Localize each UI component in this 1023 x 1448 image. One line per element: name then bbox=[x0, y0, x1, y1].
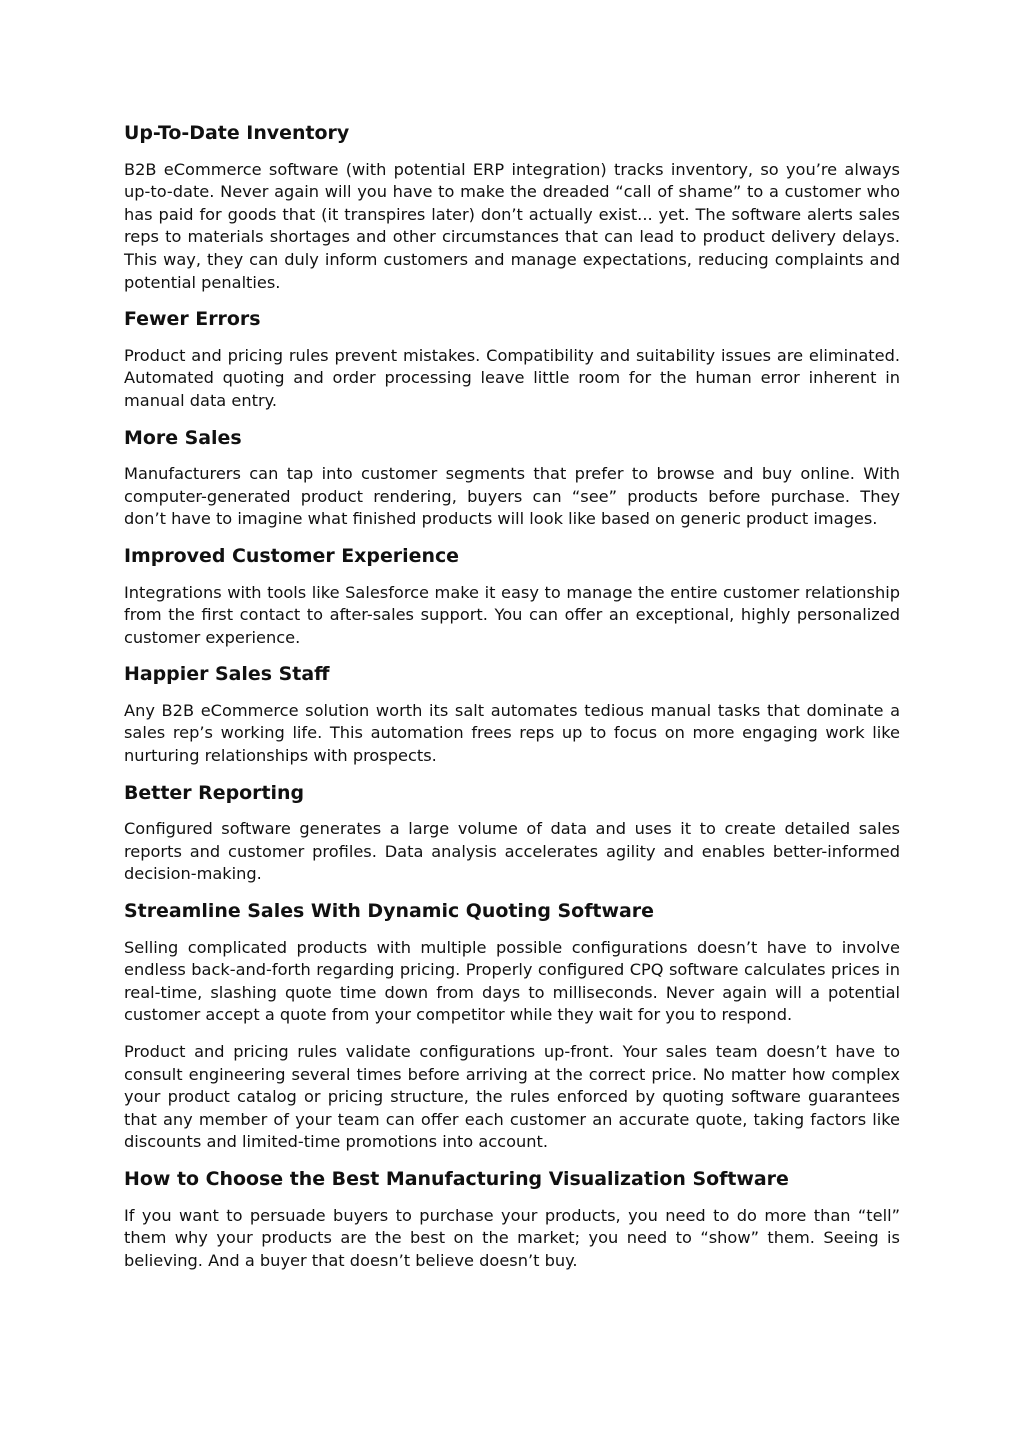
paragraph: Manufacturers can tap into customer segments that prefer to browse and buy online. With computer-generated product rendering, buyers can “see” products before purchase. They don’t have to imagine what finished products will look like based on generic product images. bbox=[124, 464, 900, 529]
section-heading-choose-visualization-software: How to Choose the Best Manufacturing Visualization Software bbox=[124, 1167, 789, 1190]
section-heading-improved-customer-experience: Improved Customer Experience bbox=[124, 544, 460, 567]
section-heading-better-reporting: Better Reporting bbox=[124, 781, 305, 804]
document-page bbox=[124, 122, 900, 1286]
paragraph: Configured software generates a large volume of data and uses it to create detailed sales reports and customer profiles. Data analysis accelerates agility and enables better-informed decision-making. bbox=[124, 819, 900, 884]
paragraph: Any B2B eCommerce solution worth its salt automates tedious manual tasks that dominate a sales rep’s working life. This automation frees reps up to focus on more engaging work like nurturing relationships with prospects. bbox=[124, 700, 900, 766]
paragraph: Integrations with tools like Salesforce make it easy to manage the entire customer relationship from the first contact to after-sales support. You can offer an exceptional, highly personalized customer experience. bbox=[124, 582, 900, 647]
section-heading-happier-sales-staff: Happier Sales Staff bbox=[124, 663, 330, 686]
paragraph: Product and pricing rules prevent mistakes. Compatibility and suitability issues are eliminated. Automated quoting and order processing leave little room for the human error inherent in manual data entry. bbox=[124, 345, 900, 410]
paragraph: B2B eCommerce software (with potential ERP integration) tracks inventory, so you’re always up-to-date. Never again will you have to make the dreaded “call of shame” to a customer who has paid for goods that (it transpires later) don’t actually exist... yet. The software alerts sales reps to materials shortages and other circumstances that can lead to product delivery delays. This way, they can duly inform customers and manage expectations, reducing complaints and potential penalties. bbox=[124, 159, 900, 292]
section-heading-more-sales: More Sales bbox=[124, 426, 242, 449]
paragraph: Selling complicated products with multiple possible configurations doesn’t have to involve endless back-and-forth regarding pricing. Properly configured CPQ software calculates prices in real-time, slashing quote time down from days to milliseconds. Never again will a potential customer accept a quote from your competitor while they wait for you to respond. bbox=[124, 937, 900, 1025]
section-heading-fewer-errors: Fewer Errors bbox=[124, 308, 261, 331]
paragraph: If you want to persuade buyers to purchase your products, you need to do more than “tell” them why your products are the best on the market; you need to “show” them. Seeing is believing. And a buyer that doesn’t believe doesn’t buy. bbox=[124, 1205, 900, 1270]
section-heading-streamline-sales: Streamline Sales With Dynamic Quoting Software bbox=[124, 900, 654, 923]
paragraph: Product and pricing rules validate configurations up-front. Your sales team doesn’t have to consult engineering several times before arriving at the correct price. No matter how complex your product catalog or pricing structure, the rules enforced by quoting software guarantees that any member of your team can offer each customer an accurate quote, taking factors like discounts and limited-time promotions into account. bbox=[124, 1042, 900, 1152]
section-heading-up-to-date-inventory: Up-To-Date Inventory bbox=[124, 122, 350, 144]
